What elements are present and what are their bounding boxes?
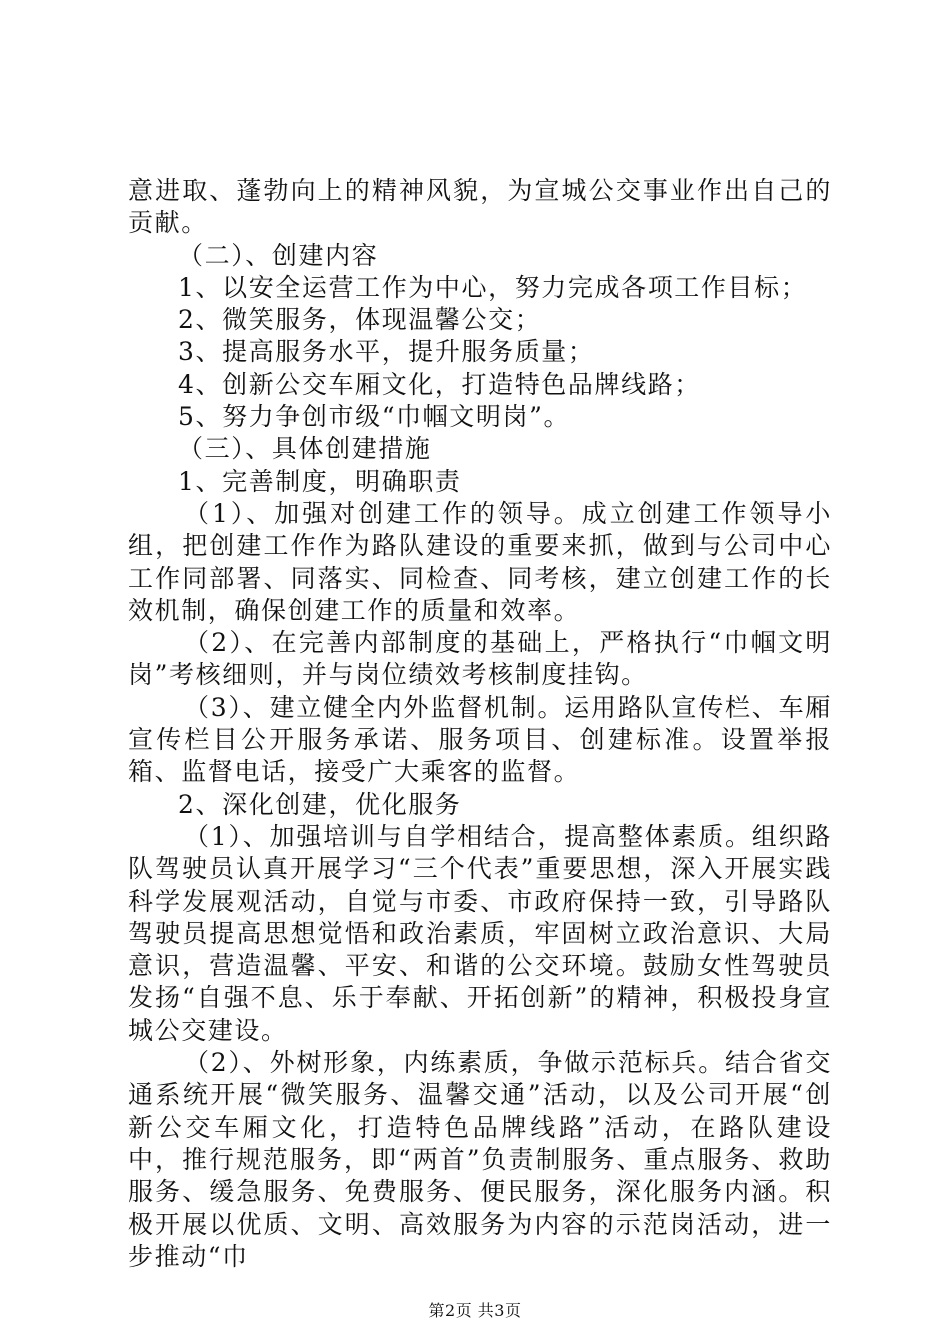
list-item: 4、创新公交车厢文化，打造特色品牌线路； — [178, 369, 701, 399]
paragraph: （2）、外树形象，内练素质，争做示范标兵。结合省交通系统开展“微笑服务、温馨交通”活动，以及公司开展“创新公交车厢文化，打造特色品牌线路”活动，在路队建设中，推行规范服务，即“两首”负责制服务、重点服务、救助服务、缓急服务、免费服务、便民服务，深化服务内涵。积极开展以优质、文明、高效服务为内容的示范岗活动，进一步推动“巾 — [128, 1048, 832, 1271]
document-body — [128, 175, 832, 1273]
subsection-heading: 2、深化创建，优化服务 — [178, 789, 462, 819]
page-number-footer: 第2页 共3页 — [428, 1301, 522, 1320]
paragraph: （3）、建立健全内外监督机制。运用路队宣传栏、车厢宣传栏目公开服务承诺、服务项目、创建标准。设置举报箱、监督电话，接受广大乘客的监督。 — [128, 692, 832, 787]
section-heading: （二）、创建内容 — [178, 240, 379, 270]
paragraph: （1）、加强培训与自学相结合，提高整体素质。组织路队驾驶员认真开展学习“三个代表”重要思想，深入开展实践科学发展观活动，自觉与市委、市政府保持一致，引导路队驾驶员提高思想觉悟和政治素质，牢固树立政治意识、大局意识，营造温馨、平安、和谐的公交环境。鼓励女性驾驶员发扬“自强不息、乐于奉献、开拓创新”的精神，积极投身宣城公交建设。 — [128, 821, 832, 1045]
list-item: 1、以安全运营工作为中心，努力完成各项工作目标； — [178, 272, 808, 302]
list-item: 2、微笑服务，体现温馨公交； — [178, 305, 542, 335]
list-item: 3、提高服务水平，提升服务质量； — [178, 337, 595, 367]
paragraph: （1）、加强对创建工作的领导。成立创建工作领导小组，把创建工作作为路队建设的重要来抓，做到与公司中心工作同部署、同落实、同检查、同考核，建立创建工作的长效机制，确保创建工作的质量和效率。 — [128, 498, 832, 625]
section-heading: （三）、具体创建措施 — [178, 434, 432, 464]
subsection-heading: 1、完善制度，明确职责 — [178, 466, 462, 496]
paragraph: 意进取、蓬勃向上的精神风貌，为宣城公交事业作出自己的贡献。 — [128, 176, 832, 238]
paragraph: （2）、在完善内部制度的基础上，严格执行“巾帼文明岗”考核细则，并与岗位绩效考核制度挂钩。 — [128, 628, 832, 690]
list-item: 5、努力争创市级“巾帼文明岗”。 — [178, 402, 571, 432]
